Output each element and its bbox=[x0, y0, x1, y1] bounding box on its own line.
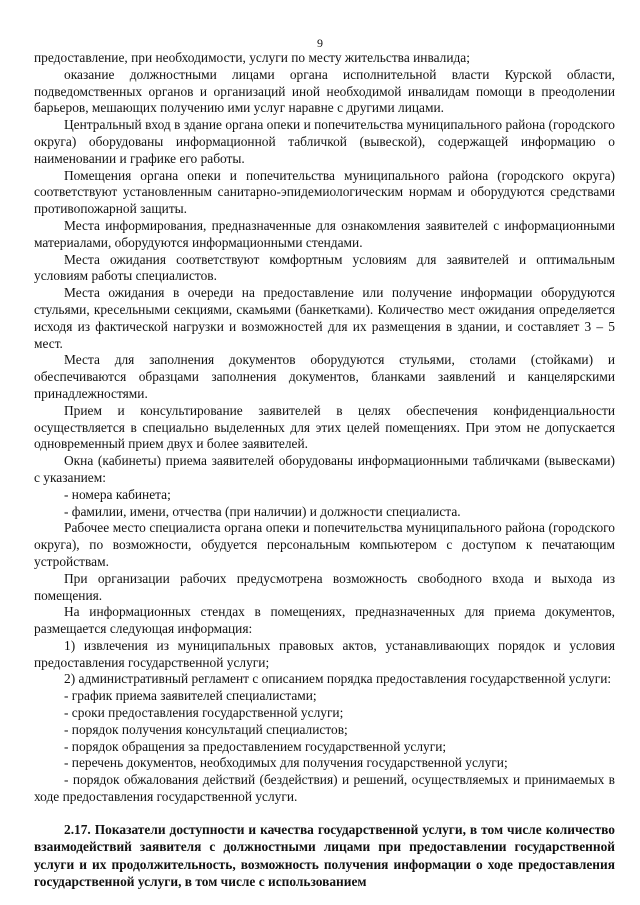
list-item: - порядок обжалования действий (бездействия) и решений, осуществляемых и принимаемых в ходе предоставления государственной услуги. bbox=[34, 772, 615, 805]
list-item: - порядок обращения за предоставлением государственной услуги; bbox=[64, 738, 447, 754]
list-item: - перечень документов, необходимых для получения государственной услуги; bbox=[64, 755, 508, 771]
paragraph: Рабочее место специалиста органа опеки и попечительства муниципального района (городского округа), по возможности, обудуется персональным компьютером с доступом к печатающим устройствам. bbox=[34, 520, 615, 569]
paragraph: оказание должностными лицами органа исполнительной власти Курской области, подведомственных органов и организаций иной необходимой инвалидам помощи в преодолении барьеров, мешающих получению ими услуг наравне с другими лицами. bbox=[34, 66, 615, 116]
paragraph: Места ожидания в очереди на предоставление или получение информации оборудуются стульями, кресельными секциями, скамьями (банкетками). Количество мест ожидания определяется исходя из фактической нагрузки и возможностей для их размещения в здании, и составляет 3 – 5 мест. bbox=[34, 285, 615, 351]
paragraph: Центральный вход в здание органа опеки и попечительства муниципального района (городского округа) оборудованы информационной табличкой (вывеской), содержащей информацию о наименовании и графике его работы. bbox=[34, 117, 615, 166]
list-item: - график приема заявителей специалистами; bbox=[64, 688, 317, 704]
paragraph: На информационных стендах в помещениях, предназначенных для приема документов, размещается следующая информация: bbox=[34, 604, 615, 637]
paragraph: Помещения органа опеки и попечительства муниципального района (городского округа) соответствуют установленным санитарно-эпидемиологическим нормам и оборудуются средствами противопожарной защиты. bbox=[34, 167, 615, 217]
list-item: - порядок получения консультаций специалистов; bbox=[64, 721, 348, 737]
list-item: - фамилии, имени, отчества (при наличии) и должности специалиста. bbox=[64, 503, 461, 519]
document-body bbox=[34, 50, 615, 890]
paragraph: Места для заполнения документов оборудуются стульями, столами (стойками) и обеспечиваются образцами заполнения документов, бланками заявлений и канцелярскими принадлежностями. bbox=[34, 352, 615, 401]
paragraph: предоставление, при необходимости, услуги по месту жительства инвалида; bbox=[34, 50, 470, 65]
section-heading: 2.17. Показатели доступности и качества государственной услуги, в том числе количество взаимодействий заявителя с должностными лицами при предоставлении государственной услуги и их продолжительность, возможность получения информации о ходе предоставления государственной услуги, в том числе с использованием bbox=[34, 821, 615, 890]
paragraph: Места информирования, предназначенные для ознакомления заявителей с информационными материалами, оборудуются информационными стендами. bbox=[34, 217, 615, 250]
list-item: - сроки предоставления государственной услуги; bbox=[64, 705, 344, 721]
paragraph: Прием и консультирование заявителей в целях обеспечения конфиденциальности осуществляется в специально выделенных для этих целей помещениях. При этом не допускается одновременный прием двух и более заявителей. bbox=[34, 402, 615, 452]
paragraph: 2) административный регламент с описанием порядка предоставления государственной услуги: bbox=[64, 671, 612, 687]
paragraph: Окна (кабинеты) приема заявителей оборудованы информационными табличками (вывесками) с указанием: bbox=[34, 453, 615, 485]
list-item: - номера кабинета; bbox=[64, 486, 171, 502]
page-number: 9 bbox=[317, 36, 323, 50]
paragraph: При организации рабочих предусмотрена возможность свободного входа и выхода из помещения. bbox=[34, 570, 615, 603]
paragraph: Места ожидания соответствуют комфортным условиям для заявителей и оптимальным условиям работы специалистов. bbox=[34, 251, 615, 284]
paragraph: 1) извлечения из муниципальных правовых актов, устанавливающих порядок и условия предоставления государственной услуги; bbox=[34, 637, 615, 670]
